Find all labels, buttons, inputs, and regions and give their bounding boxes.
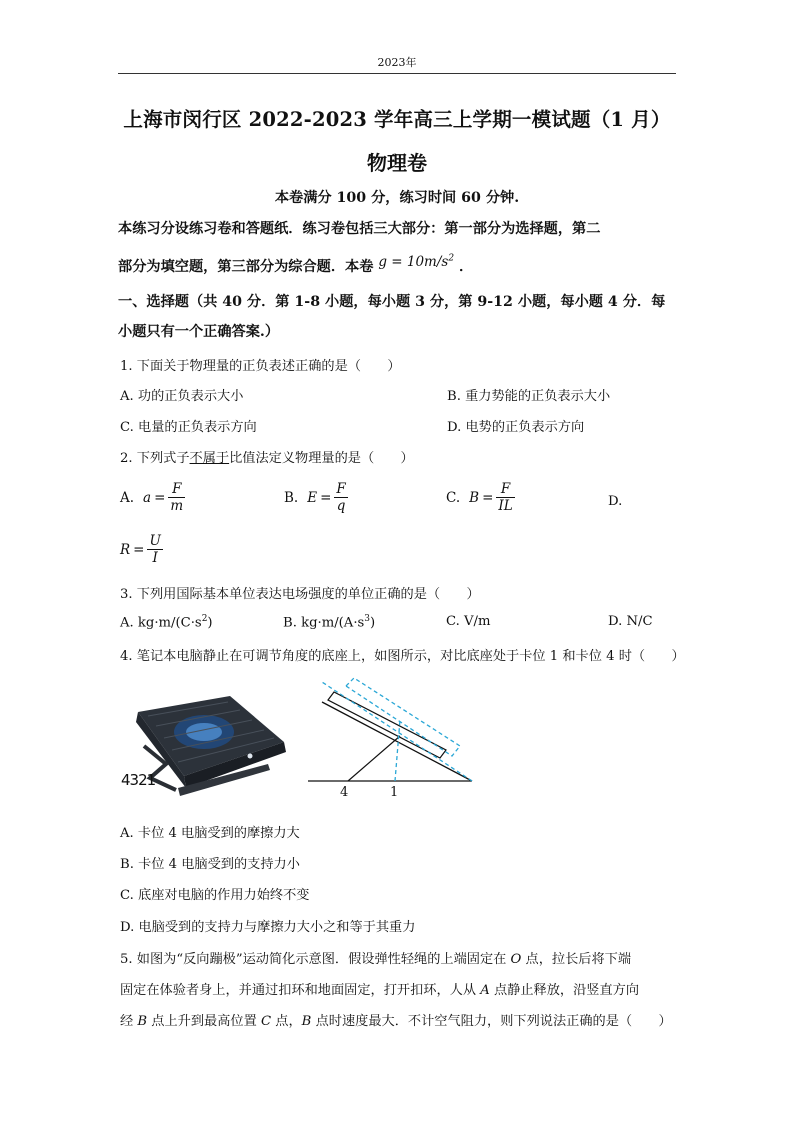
q4-option-c: C. 底座对电脑的作用力始终不变 — [120, 888, 310, 903]
exam-title: 上海市闵行区 2022-2023 学年高三上学期一模试题（1 月） — [123, 108, 671, 131]
intro-line-2-end: ． — [459, 259, 474, 275]
q4-option-b: B. 卡位 4 电脑受到的支持力小 — [120, 857, 300, 872]
q4-option-a: A. 卡位 4 电脑受到的摩擦力大 — [120, 826, 300, 841]
intro-line-1: 本练习分设练习卷和答题纸．练习卷包括三大部分：第一部分为选择题，第二 — [118, 221, 601, 237]
exam-subtitle: 物理卷 — [367, 151, 427, 175]
intro-line-2 — [118, 253, 474, 276]
q3-option-a: A. $kg\cdot m/(C\cdot s^2)$ — [120, 614, 213, 631]
section-1-heading-cont: 小题只有一个正确答案.） — [118, 324, 280, 340]
q4-stem: 4. 笔记本电脑静止在可调节角度的底座上，如图所示，对比底座处于卡位 1 和卡位 4 时（ ） — [120, 649, 685, 664]
q2-stem-underlined: 不属于 — [189, 451, 230, 466]
q2-option-c: C. B = $\frac{F}{IL}$ — [446, 481, 513, 514]
intro-line-2-text: 部分为填空题，第三部分为综合题．本卷 — [118, 259, 374, 275]
q3-option-b: B. $kg\cdot m/(A\cdot s^3)$ — [283, 614, 376, 631]
laptop-stand-photo — [118, 686, 296, 808]
q1-stem: 1. 下面关于物理量的正负表述正确的是（ ） — [120, 359, 401, 374]
page-header-year: 2023年 — [377, 56, 417, 69]
q1-option-d: D. 电势的正负表示方向 — [447, 420, 585, 435]
diagram-label-1: 1 — [390, 785, 399, 800]
section-1-heading: 一、选择题（共 40 分．第 1-8 小题，每小题 3 分，第 9-12 小题，每小题 4 分．每 — [118, 294, 666, 310]
q3-stem: 3. 下列用国际基本单位表达电场强度的单位正确的是（ ） — [120, 587, 480, 602]
q2-option-b: B. E = $\frac{F}{q}$ — [284, 481, 346, 514]
q4-option-d: D. 电脑受到的支持力与摩擦力大小之和等于其重力 — [120, 920, 416, 935]
header-rule — [118, 73, 676, 74]
q3-option-d: D. N/C — [608, 614, 653, 629]
q2-option-d-formula: R = $\frac{U}{I}$ — [120, 533, 161, 566]
q2-option-d-label: D. — [608, 494, 623, 509]
q2-option-c-fraction: $\frac{F}{IL}$ — [498, 481, 513, 514]
q2-option-b-fraction: $\frac{F}{q}$ — [336, 481, 346, 514]
q2-option-a-fraction: $\frac{F}{m}$ — [170, 481, 184, 514]
q1-option-b: B. 重力势能的正负表示大小 — [447, 389, 611, 404]
stand-angle-diagram — [300, 674, 480, 804]
q5-line-3: 经 B 点上升到最高位置 C 点，B 点时速度最大．不计空气阻力，则下列说法正确的是（ ） — [120, 1014, 672, 1029]
q2-stem: 2. 下列式子不属于比值法定义物理量的是（ ） — [120, 451, 414, 466]
g-formula: $g = 10m/s^2$ — [378, 253, 455, 270]
q3-option-c: C. V/m — [446, 614, 491, 629]
q2-option-a: A. a = $\frac{F}{m}$ — [120, 481, 184, 514]
score-line: 本卷满分 100 分，练习时间 60 分钟. — [274, 190, 520, 206]
q5-line-2: 固定在体验者身上，并通过扣环和地面固定，打开扣环，人从 A 点静止释放，沿竖直方向 — [120, 983, 640, 998]
q1-option-c: C. 电量的正负表示方向 — [120, 420, 257, 435]
q2-option-d-fraction: $\frac{U}{I}$ — [149, 533, 161, 566]
q5-line-1: 5. 如图为“反向蹦极”运动简化示意图．假设弹性轻绳的上端固定在 O 点，拉长后将下端 — [120, 952, 632, 967]
q1-option-a: A. 功的正负表示大小 — [120, 389, 244, 404]
diagram-label-4: 4 — [340, 785, 349, 800]
photo-slot-labels: 4321 — [121, 771, 156, 789]
